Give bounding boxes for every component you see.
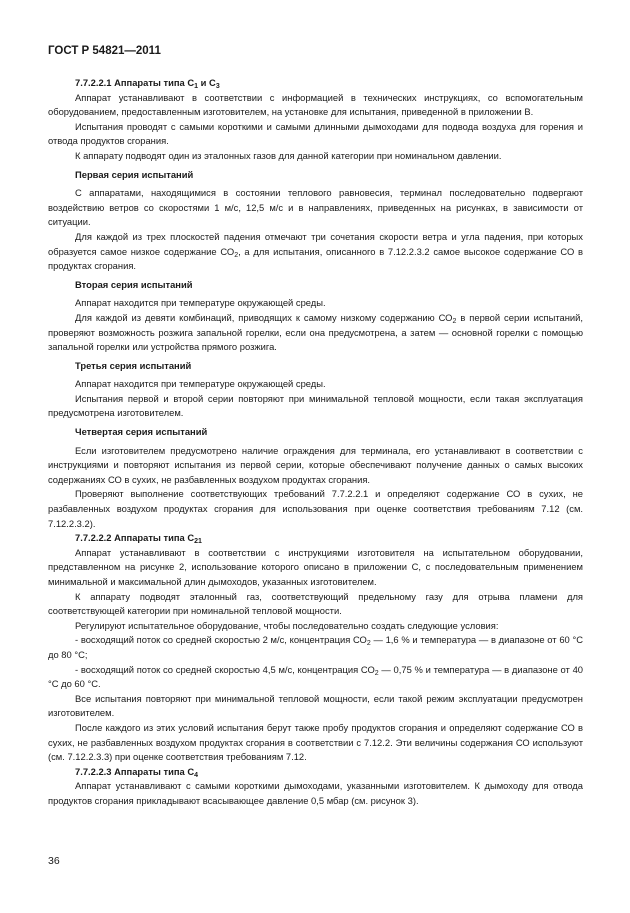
paragraph: Для каждой из девяти комбинаций, приводящих к самому низкому содержанию $СО_2$ в первой серии испытаний, проверяют возможность розжига запальной горелки, если она предусмотрена, а затем — основной горелки с помощью запальной горелки или устройства прямого розжига. — [48, 311, 584, 353]
subheading-series-2: Вторая серия испытаний — [75, 278, 193, 290]
paragraph: С аппаратами, находящимися в состоянии теплового равновесия, терминал последовательно подвергают воздействию ветров со скоростями 1 м/с, 12,5 м/с и в направлениях, приведенных на рисунках, в зависимости от ситуации. — [48, 187, 583, 228]
section-heading-7-7-2-2-2: 7.7.2.2.2 Аппараты типа $С_{21}$ — [75, 532, 202, 546]
page-number: 36 — [48, 855, 60, 867]
paragraph: Испытания первой и второй серии повторяют при минимальной тепловой мощности, если такая эксплуатация предусмотрена изготовителем. — [48, 392, 583, 419]
paragraph: Аппарат находится при температуре окружающей среды. — [75, 297, 326, 309]
paragraph: Аппарат устанавливают в соответствии с информацией в технических инструкциях, со вспомогательным оборудованием, предоставленным изготовителем, на установке для испытания, приведенной в приложении В. — [48, 91, 583, 118]
paragraph: Регулируют испытательное оборудование, чтобы последовательно создать следующие условия: — [75, 619, 499, 631]
subheading-series-4: Четвертая серия испытаний — [75, 426, 208, 438]
paragraph: Если изготовителем предусмотрено наличие ограждения для терминала, его устанавливают в соответствии с инструкциями и повторяют испытания из первой серии, которые обеспечивают получение данных о самых высоких содержаниях СО в сухих, не разбавленных воздухом продуктах сгорания. — [48, 444, 583, 485]
section-heading-7-7-2-2-1: 7.7.2.2.1 Аппараты типа $С_1$ и $С_3$ — [75, 77, 220, 90]
subheading-series-1: Первая серия испытаний — [75, 168, 194, 180]
paragraph: К аппарату подводят один из эталонных газов для данной категории при номинальном давлении. — [75, 149, 502, 161]
subheading-series-3: Третья серия испытаний — [75, 359, 192, 371]
paragraph: Аппарат находится при температуре окружающей среды. — [75, 378, 326, 390]
paragraph: Для каждой из трех плоскостей падения отмечают три сочетания скорости ветра и угла падения, при которых образуется самое низкое содержание $СО_2$, а для испытания, описанного в 7.12.2.3.2 самое высокое содержание СО в продуктах сгорания. — [48, 230, 583, 272]
paragraph: - восходящий поток со средней скоростью 4,5 м/с, концентрация $СО_2$ — 0,75 % и температура — в диапазоне от 40 °С до 60 °С. — [48, 663, 584, 690]
paragraph: Все испытания повторяют при минимальной тепловой мощности, если такой режим эксплуатации предусмотрен изготовителем. — [48, 692, 583, 719]
paragraph: Проверяют выполнение соответствующих требований 7.7.2.2.1 и определяют содержание СО в сухих, не разбавленных воздухом продуктах сгорания для использования при оценке соответствия требованиям 7.12 (см. 7.12.2.3.2). — [48, 488, 583, 529]
paragraph: - восходящий поток со средней скоростью 2 м/с, концентрация $СО_2$ — 1,6 % и температура — в диапазоне от 60 °С до 80 °С; — [48, 634, 583, 660]
document-id-header: ГОСТ Р 54821—2011 — [48, 45, 161, 57]
document-body — [48, 76, 583, 809]
paragraph: После каждого из этих условий испытания берут также пробу продуктов сгорания и определяют содержание СО в сухих, не разбавленных воздухом продуктах сгорания в соответствии с 7.12.2. Эти величины содержания СО используют (см. 7.12.2.3.3) при оценке соответствия требованиям 7.12. — [48, 721, 583, 763]
paragraph: Испытания проводят с самыми короткими и самыми длинными дымоходами для подвода воздуха для горения и отвода продуктов сгорания. — [48, 120, 583, 147]
paragraph: К аппарату подводят эталонный газ, соответствующий предельному газу для отрыва пламени для соответствующей категории при номинальной тепловой мощности. — [48, 590, 583, 617]
paragraph: Аппарат устанавливают в соответствии с инструкциями изготовителя на испытательном оборудовании, представленном на рисунке 2, использование которого описано в приложении С, с последовательным применением минимальной и максимальной длин дымоходов, указанных изготовителем. — [48, 546, 583, 587]
section-heading-7-7-2-2-3: 7.7.2.2.3 Аппараты типа $С_4$ — [75, 765, 199, 779]
paragraph: Аппарат устанавливают с самыми короткими дымоходами, указанными изготовителем. К дымоходу для отвода продуктов сгорания прикладывают всасывающее давление 0,5 мбар (см. рисунок 3). — [48, 780, 583, 806]
